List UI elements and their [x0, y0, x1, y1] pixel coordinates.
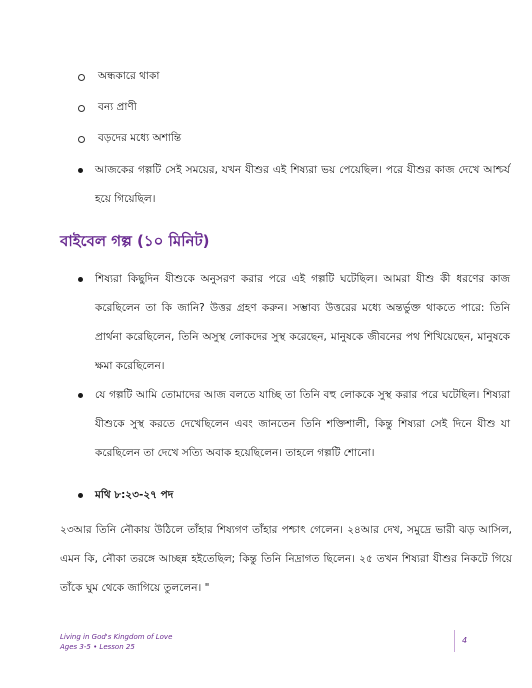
sub-list-item-text: বন্য প্রাণী [98, 101, 137, 113]
verse-reference: মথি ৮:২৩-২৭ পদ [95, 489, 174, 501]
sub-list-item [78, 124, 498, 155]
footer-divider [454, 630, 455, 652]
page-number: 4 [462, 636, 468, 645]
circle-bullet-icon [78, 136, 85, 143]
sub-bullet-list [78, 62, 498, 155]
sub-list-item [78, 62, 498, 93]
footer-subtitle: Ages 3-5 • Lesson 25 [60, 643, 135, 651]
scripture-paragraph: ২৩আর তিনি নৌকায় উঠিলে তাঁহার শিষ্যগণ তাঁহার পশ্চাৎ গেলেন। ২৪আর দেখ, সমুদ্রে ভারী ঝড় আসিল, এমন কি, নৌকা তরঙ্গে আচ্ছন্ন হইতেছিল; কিন্তু তিনি নিদ্রাগত ছিলেন। ২৫ তখন শিষ্যরা যীশুর নিকটে গিয়ে তাঁকে ঘুম থেকে জাগিয়ে তুললেন। " [60, 524, 512, 594]
bullet-dot-icon [78, 168, 83, 173]
bullet-dot-icon [78, 393, 83, 398]
circle-bullet-icon [78, 105, 85, 112]
list-item-text: যে গল্পটি আমি তোমাদের আজ বলতে যাচ্ছি তা তিনি বহু লোককে সুস্থ করার পরে ঘটেছিল। শিষ্যরা যীশুকে সুস্থ করতে দেখেছিলেন এবং জানতেন তিনি শক্তিশালী, কিন্তু শিষ্যরা সেই দিনে যীশু যা করেছিলেন তা দেখে সত্যি অবাক হয়েছিলেন। তাহলে গল্পটি শোনো। [95, 389, 510, 459]
section-heading: বাইবেল গল্প (১০ মিনিট) [60, 232, 210, 250]
list-item-text: শিষ্যরা কিছুদিন যীশুকে অনুসরণ করার পরে এই গল্পটি ঘটেছিল। আমরা যীশু কী ধরণের কাজ করেছিলেন তা কি জানি? উত্তর গ্রহণ করুন। সম্ভাব্য উত্তরের মধ্যে অন্তর্ভুক্ত থাকতে পারে: তিনি প্রার্থনা করেছিলেন, তিনি অসুস্থ লোকদের সুস্থ করেছেন, মানুষকে জীবনের পথ শিখিয়েছেন, মানুষকে ক্ষমা করেছিলেন। [95, 273, 510, 372]
intro-bullet-list [78, 156, 510, 214]
footer-title: Living in God's Kingdom of Love [60, 633, 173, 641]
list-item-text: আজকের গল্পটি সেই সময়ের, যখন যীশুর এই শিষ্যরা ভয় পেয়েছিল। পরে যীশুর কাজ দেখে আশ্চর্য হয়ে গিয়েছিল। [95, 164, 510, 205]
sub-list-item-text: বড়দের মধ্যে অশান্তি [98, 132, 182, 144]
footer [60, 632, 172, 652]
sub-list-item-text: অন্ধকারে থাকা [98, 70, 160, 82]
sub-list-item [78, 93, 498, 124]
list-item [78, 381, 510, 468]
verse-bullet-list [78, 481, 510, 510]
bullet-dot-icon [78, 493, 83, 498]
circle-bullet-icon [78, 74, 85, 81]
list-item [78, 481, 510, 510]
story-bullet-list [78, 265, 510, 468]
list-item [78, 265, 510, 381]
list-item [78, 156, 510, 214]
bullet-dot-icon [78, 277, 83, 282]
